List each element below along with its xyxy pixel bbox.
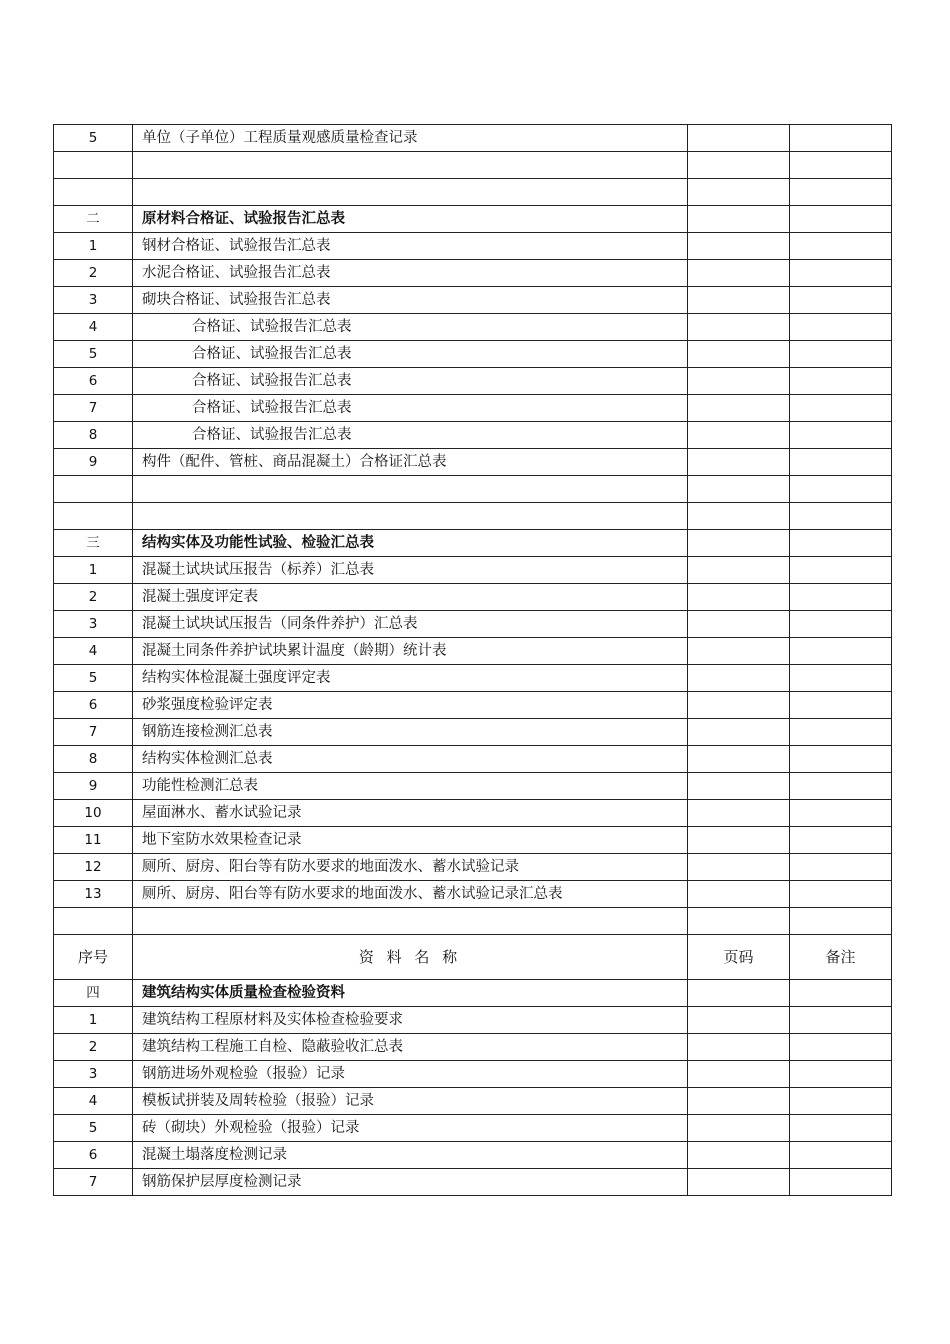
document-name-cell: 结构实体检测汇总表: [133, 746, 688, 773]
blank-row: [54, 503, 892, 530]
document-name-cell: 砂浆强度检验评定表: [133, 692, 688, 719]
table-row: [54, 233, 892, 260]
serial-number-cell: 2: [54, 260, 133, 287]
page-number-cell: [688, 503, 790, 530]
catalog-table: [53, 124, 892, 1196]
remark-cell: [790, 1034, 892, 1061]
serial-number-cell: 2: [54, 1034, 133, 1061]
table-body-part1: [54, 125, 892, 935]
serial-number-cell: [54, 152, 133, 179]
table-row: [54, 665, 892, 692]
table-row: [54, 125, 892, 152]
page-number-cell: [688, 1034, 790, 1061]
page-number-cell: [688, 260, 790, 287]
remark-cell: [790, 233, 892, 260]
page-number-cell: [688, 395, 790, 422]
page-number-cell: [688, 1169, 790, 1196]
document-name-cell: 钢筋进场外观检验（报验）记录: [133, 1061, 688, 1088]
document-name-cell: 合格证、试验报告汇总表: [133, 422, 688, 449]
page-number-cell: [688, 287, 790, 314]
page-number-cell: [688, 1007, 790, 1034]
remark-cell: [790, 422, 892, 449]
blank-row: [54, 152, 892, 179]
document-name-cell: 建筑结构工程施工自检、隐蔽验收汇总表: [133, 1034, 688, 1061]
blank-row: [54, 179, 892, 206]
document-name-cell: 屋面淋水、蓄水试验记录: [133, 800, 688, 827]
blank-row: [54, 908, 892, 935]
document-name-cell: 结构实体检混凝土强度评定表: [133, 665, 688, 692]
document-name-cell: 混凝土同条件养护试块累计温度（龄期）统计表: [133, 638, 688, 665]
page-number-cell: [688, 557, 790, 584]
serial-number-cell: 12: [54, 854, 133, 881]
page-number-cell: [688, 125, 790, 152]
serial-number-cell: 6: [54, 368, 133, 395]
serial-number-cell: 1: [54, 233, 133, 260]
page-number-cell: [688, 1115, 790, 1142]
document-name-cell: 原材料合格证、试验报告汇总表: [133, 206, 688, 233]
table-row: [54, 1034, 892, 1061]
remark-cell: [790, 287, 892, 314]
page-number-cell: [688, 692, 790, 719]
document-page: [53, 124, 891, 1196]
page-number-cell: [688, 1061, 790, 1088]
document-name-cell: 建筑结构实体质量检查检验资料: [133, 980, 688, 1007]
page-number-cell: [688, 665, 790, 692]
serial-number-cell: 11: [54, 827, 133, 854]
table-row: [54, 1088, 892, 1115]
table-body-part2: [54, 980, 892, 1196]
remark-cell: [790, 314, 892, 341]
table-row: [54, 1169, 892, 1196]
remark-cell: [790, 638, 892, 665]
remark-cell: [790, 476, 892, 503]
remark-cell: [790, 800, 892, 827]
remark-cell: [790, 665, 892, 692]
remark-cell: [790, 719, 892, 746]
header-document-name: 资 料 名 称: [133, 935, 688, 980]
remark-cell: [790, 1142, 892, 1169]
serial-number-cell: 1: [54, 557, 133, 584]
section-row: [54, 206, 892, 233]
document-name-cell: 混凝土试块试压报告（标养）汇总表: [133, 557, 688, 584]
document-name-cell: 合格证、试验报告汇总表: [133, 395, 688, 422]
document-name-cell: 钢筋保护层厚度检测记录: [133, 1169, 688, 1196]
table-row: [54, 557, 892, 584]
header-remark: 备注: [790, 935, 892, 980]
serial-number-cell: 3: [54, 287, 133, 314]
page-number-cell: [688, 638, 790, 665]
document-name-cell: 单位（子单位）工程质量观感质量检查记录: [133, 125, 688, 152]
serial-number-cell: 8: [54, 746, 133, 773]
serial-number-cell: 7: [54, 395, 133, 422]
document-name-cell: 模板试拼装及周转检验（报验）记录: [133, 1088, 688, 1115]
remark-cell: [790, 1088, 892, 1115]
serial-number-cell: 7: [54, 719, 133, 746]
page-number-cell: [688, 800, 790, 827]
page-number-cell: [688, 746, 790, 773]
table-row: [54, 1061, 892, 1088]
serial-number-cell: 二: [54, 206, 133, 233]
table-row: [54, 773, 892, 800]
page-number-cell: [688, 314, 790, 341]
remark-cell: [790, 341, 892, 368]
remark-cell: [790, 557, 892, 584]
document-name-cell: [133, 179, 688, 206]
serial-number-cell: [54, 179, 133, 206]
remark-cell: [790, 908, 892, 935]
table-header-block: [54, 935, 892, 980]
serial-number-cell: 4: [54, 1088, 133, 1115]
document-name-cell: [133, 152, 688, 179]
page-number-cell: [688, 179, 790, 206]
section-row: [54, 980, 892, 1007]
document-name-cell: 结构实体及功能性试验、检验汇总表: [133, 530, 688, 557]
serial-number-cell: 9: [54, 773, 133, 800]
document-name-cell: 厕所、厨房、阳台等有防水要求的地面泼水、蓄水试验记录汇总表: [133, 881, 688, 908]
table-row: [54, 638, 892, 665]
document-name-cell: 水泥合格证、试验报告汇总表: [133, 260, 688, 287]
serial-number-cell: [54, 503, 133, 530]
remark-cell: [790, 584, 892, 611]
document-name-cell: 砖（砌块）外观检验（报验）记录: [133, 1115, 688, 1142]
document-name-cell: 混凝土塌落度检测记录: [133, 1142, 688, 1169]
document-name-cell: 混凝土试块试压报告（同条件养护）汇总表: [133, 611, 688, 638]
remark-cell: [790, 881, 892, 908]
page-number-cell: [688, 476, 790, 503]
table-row: [54, 449, 892, 476]
table-row: [54, 800, 892, 827]
serial-number-cell: 6: [54, 692, 133, 719]
serial-number-cell: 5: [54, 1115, 133, 1142]
serial-number-cell: 6: [54, 1142, 133, 1169]
page-number-cell: [688, 368, 790, 395]
document-name-cell: 混凝土强度评定表: [133, 584, 688, 611]
serial-number-cell: 10: [54, 800, 133, 827]
serial-number-cell: 5: [54, 341, 133, 368]
remark-cell: [790, 503, 892, 530]
page-number-cell: [688, 980, 790, 1007]
page-number-cell: [688, 881, 790, 908]
serial-number-cell: 9: [54, 449, 133, 476]
remark-cell: [790, 206, 892, 233]
table-row: [54, 422, 892, 449]
document-name-cell: 建筑结构工程原材料及实体检查检验要求: [133, 1007, 688, 1034]
table-row: [54, 341, 892, 368]
table-row: [54, 314, 892, 341]
page-number-cell: [688, 530, 790, 557]
document-name-cell: 合格证、试验报告汇总表: [133, 341, 688, 368]
remark-cell: [790, 1061, 892, 1088]
remark-cell: [790, 1115, 892, 1142]
document-name-cell: 厕所、厨房、阳台等有防水要求的地面泼水、蓄水试验记录: [133, 854, 688, 881]
table-row: [54, 395, 892, 422]
page-number-cell: [688, 152, 790, 179]
section-row: [54, 530, 892, 557]
page-number-cell: [688, 584, 790, 611]
page-number-cell: [688, 422, 790, 449]
table-row: [54, 287, 892, 314]
table-row: [54, 854, 892, 881]
document-name-cell: 地下室防水效果检查记录: [133, 827, 688, 854]
serial-number-cell: [54, 908, 133, 935]
table-row: [54, 1142, 892, 1169]
table-row: [54, 692, 892, 719]
serial-number-cell: 4: [54, 314, 133, 341]
remark-cell: [790, 746, 892, 773]
table-row: [54, 1007, 892, 1034]
table-row: [54, 719, 892, 746]
remark-cell: [790, 611, 892, 638]
document-name-cell: 功能性检测汇总表: [133, 773, 688, 800]
serial-number-cell: 3: [54, 1061, 133, 1088]
header-page-number: 页码: [688, 935, 790, 980]
table-row: [54, 881, 892, 908]
table-row: [54, 584, 892, 611]
remark-cell: [790, 827, 892, 854]
page-number-cell: [688, 854, 790, 881]
remark-cell: [790, 260, 892, 287]
serial-number-cell: 3: [54, 611, 133, 638]
document-name-cell: [133, 503, 688, 530]
page-number-cell: [688, 341, 790, 368]
remark-cell: [790, 980, 892, 1007]
serial-number-cell: [54, 476, 133, 503]
remark-cell: [790, 854, 892, 881]
document-name-cell: 钢筋连接检测汇总表: [133, 719, 688, 746]
serial-number-cell: 2: [54, 584, 133, 611]
document-name-cell: 合格证、试验报告汇总表: [133, 368, 688, 395]
remark-cell: [790, 1007, 892, 1034]
remark-cell: [790, 125, 892, 152]
table-row: [54, 368, 892, 395]
page-number-cell: [688, 1088, 790, 1115]
serial-number-cell: 1: [54, 1007, 133, 1034]
table-row: [54, 746, 892, 773]
table-row: [54, 260, 892, 287]
serial-number-cell: 四: [54, 980, 133, 1007]
table-header-row: [54, 935, 892, 980]
blank-row: [54, 476, 892, 503]
table-row: [54, 611, 892, 638]
remark-cell: [790, 179, 892, 206]
page-number-cell: [688, 773, 790, 800]
document-name-cell: 砌块合格证、试验报告汇总表: [133, 287, 688, 314]
remark-cell: [790, 395, 892, 422]
document-name-cell: [133, 476, 688, 503]
remark-cell: [790, 368, 892, 395]
remark-cell: [790, 692, 892, 719]
serial-number-cell: 13: [54, 881, 133, 908]
serial-number-cell: 5: [54, 125, 133, 152]
page-number-cell: [688, 611, 790, 638]
serial-number-cell: 4: [54, 638, 133, 665]
remark-cell: [790, 449, 892, 476]
table-row: [54, 827, 892, 854]
page-number-cell: [688, 449, 790, 476]
document-name-cell: [133, 908, 688, 935]
remark-cell: [790, 530, 892, 557]
page-number-cell: [688, 1142, 790, 1169]
serial-number-cell: 7: [54, 1169, 133, 1196]
serial-number-cell: 三: [54, 530, 133, 557]
document-name-cell: 合格证、试验报告汇总表: [133, 314, 688, 341]
document-name-cell: 钢材合格证、试验报告汇总表: [133, 233, 688, 260]
table-row: [54, 1115, 892, 1142]
serial-number-cell: 8: [54, 422, 133, 449]
page-number-cell: [688, 827, 790, 854]
page-number-cell: [688, 719, 790, 746]
remark-cell: [790, 1169, 892, 1196]
header-serial-number: 序号: [54, 935, 133, 980]
serial-number-cell: 5: [54, 665, 133, 692]
document-name-cell: 构件（配件、管桩、商品混凝土）合格证汇总表: [133, 449, 688, 476]
page-number-cell: [688, 233, 790, 260]
remark-cell: [790, 152, 892, 179]
remark-cell: [790, 773, 892, 800]
page-number-cell: [688, 908, 790, 935]
page-number-cell: [688, 206, 790, 233]
